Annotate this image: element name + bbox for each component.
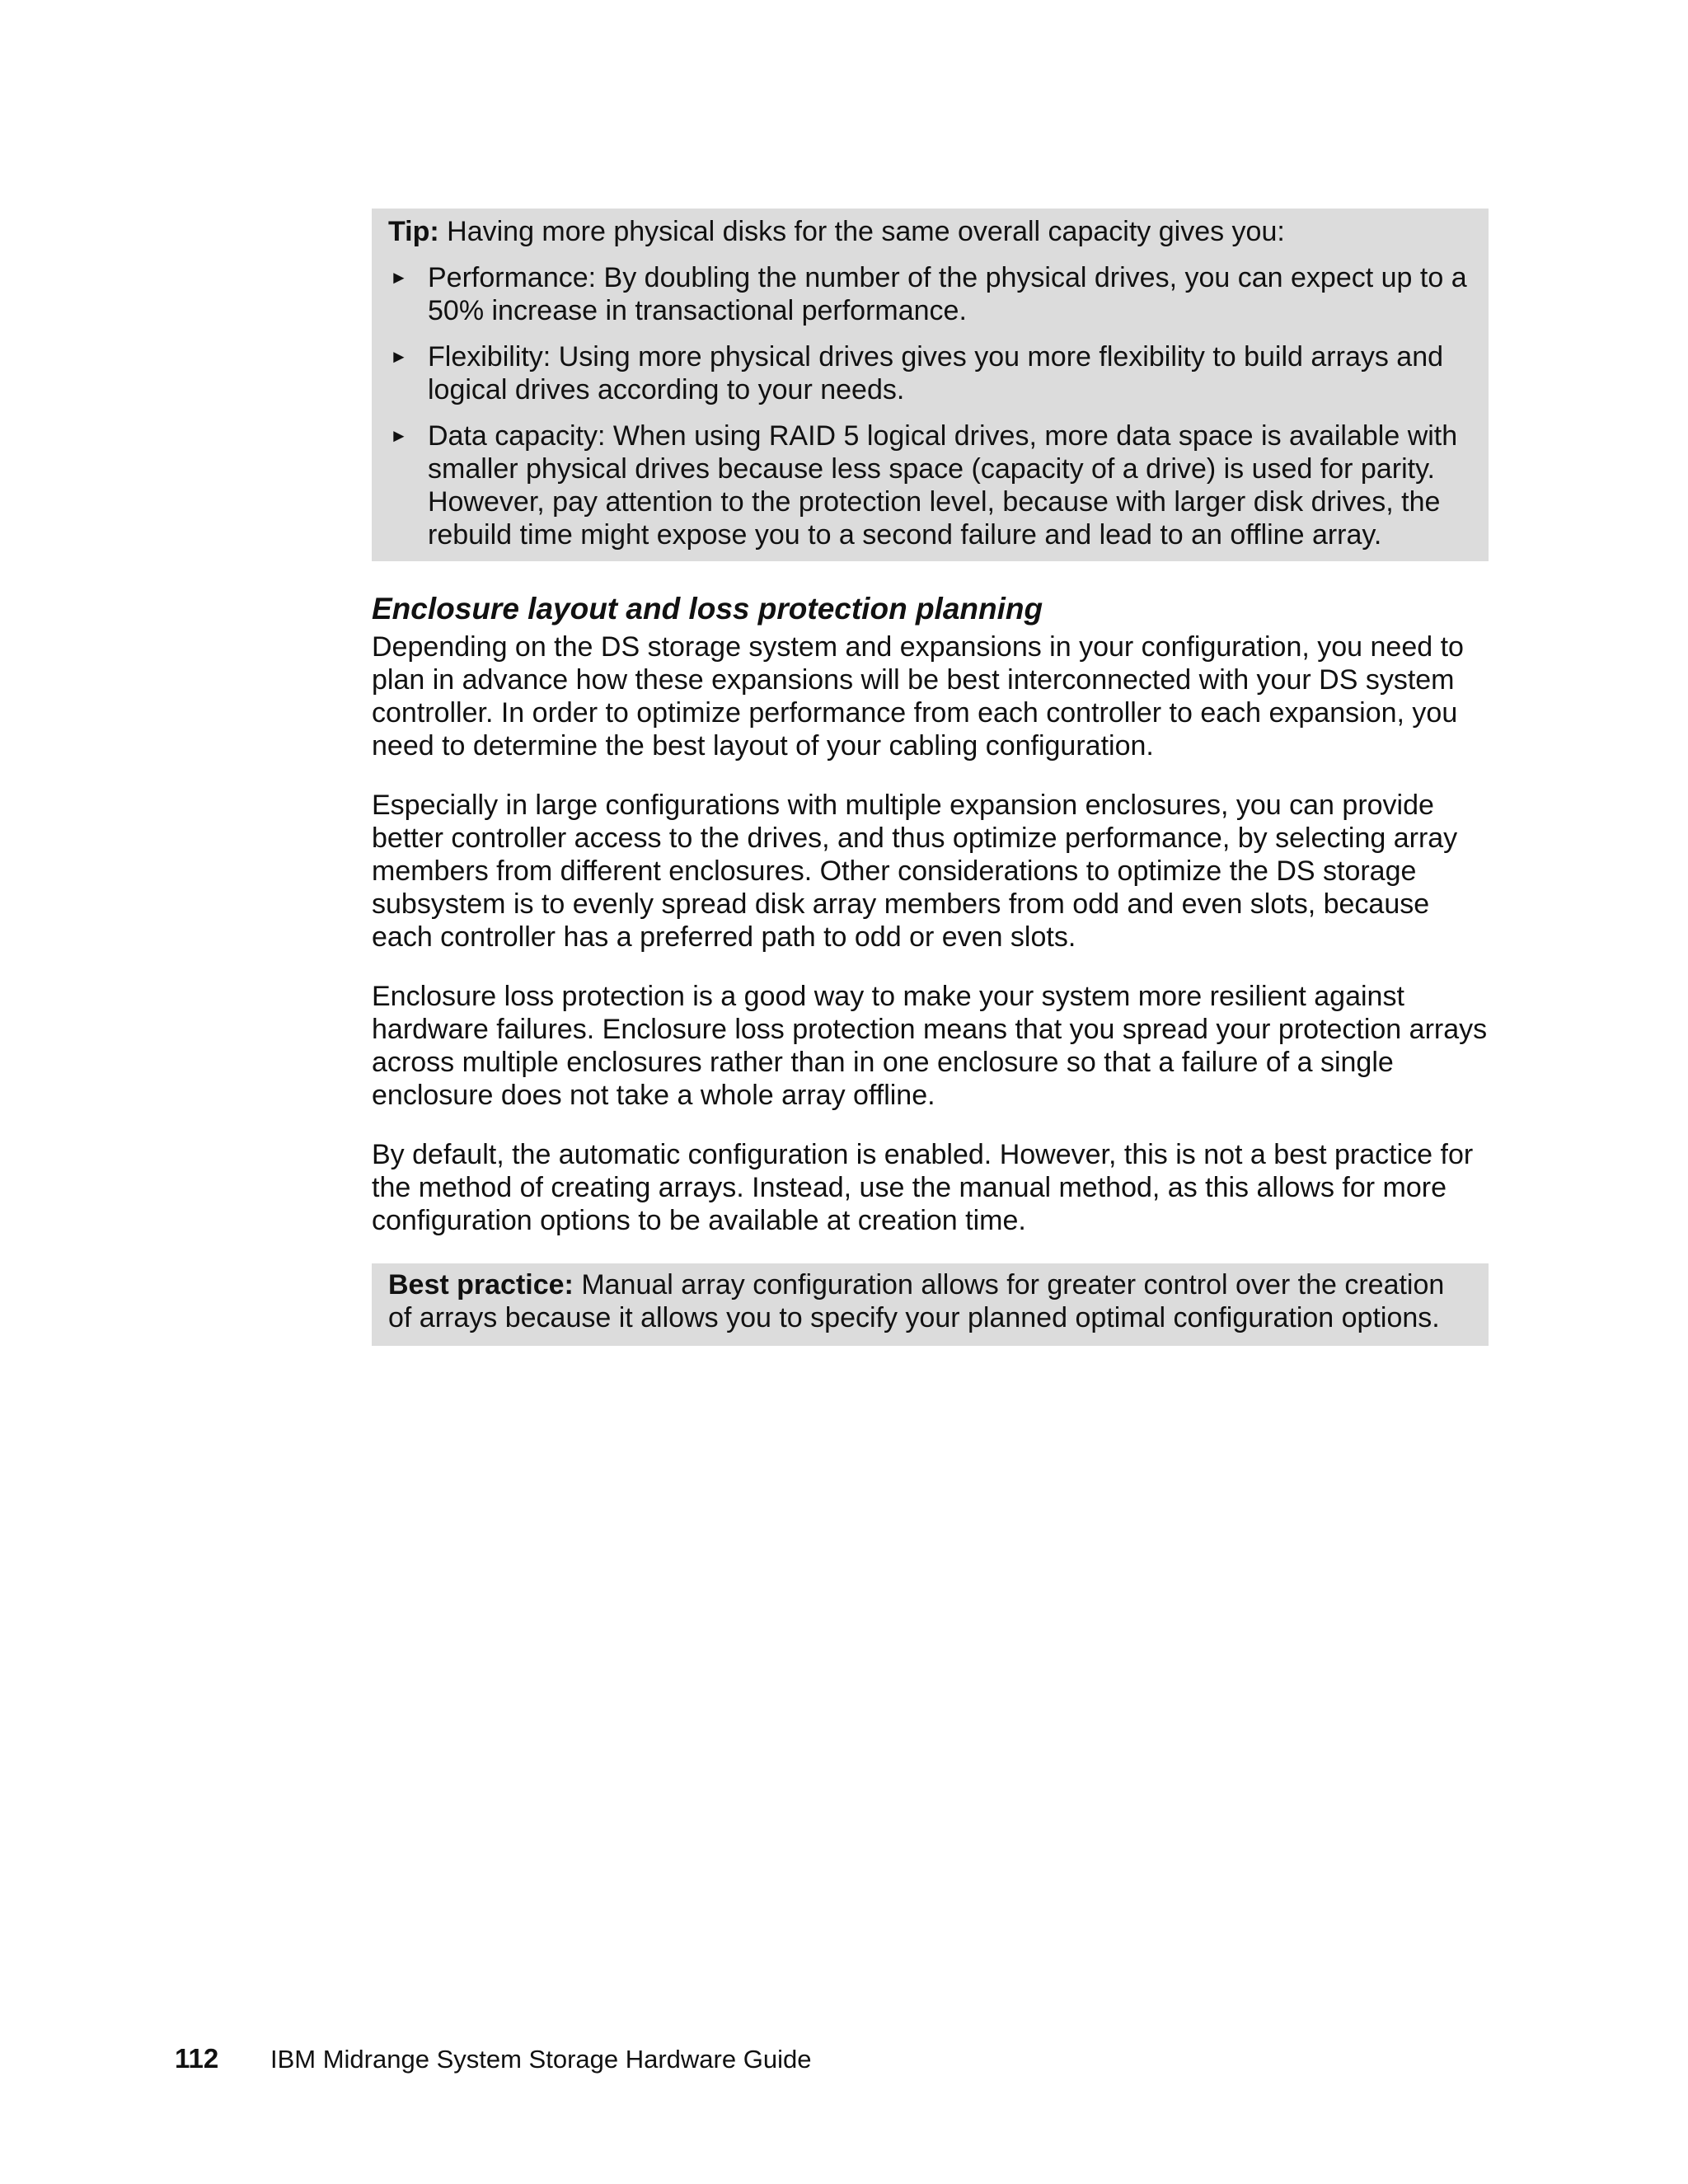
tip-item-performance xyxy=(388,261,1472,327)
paragraph-default-config: By default, the automatic configuration is enabled. However, this is not a best practice for the method of creating arrays. Instead, use the manual method, as this allows for more configuration options to be available at creation time. xyxy=(372,1139,1474,1236)
paragraph-enclosure-loss: Enclosure loss protection is a good way to make your system more resilient against hardware failures. Enclosure loss protection means that you spread your protection arrays across multiple enclosures rather than in one enclosure so that a failure of a single enclosure does not take a whole array offline. xyxy=(372,981,1488,1111)
section-heading: Enclosure layout and loss protection planning xyxy=(372,592,1043,626)
paragraph-array-members: Especially in large configurations with multiple expansion enclosures, you can provide better controller access to the drives, and thus optimize performance, by selecting array members from different enclosures. Other considerations to optimize the DS storage subsystem is to evenly spread disk array members from odd and even slots, because each controller has a preferred path to odd or even slots. xyxy=(372,790,1458,953)
page-number: 112 xyxy=(175,2043,219,2074)
tip-item-text: Flexibility: Using more physical drives gives you more flexibility to build arrays and logical drives according to your needs. xyxy=(428,341,1444,405)
tip-item-text: Data capacity: When using RAID 5 logical drives, more data space is available with smaller physical drives because less space (capacity of a drive) is used for parity. However, pay attention to the protection level, because with larger disk drives, the rebuild time might expose you to a second failure and lead to an offline array. xyxy=(428,420,1458,551)
tip-intro xyxy=(388,215,1472,248)
page-footer xyxy=(175,2042,811,2076)
tip-item-data-capacity xyxy=(388,419,1472,551)
tip-intro-text: Having more physical disks for the same overall capacity gives you: xyxy=(438,216,1285,247)
book-title: IBM Midrange System Storage Hardware Guide xyxy=(270,2045,812,2074)
tip-list xyxy=(388,261,1472,551)
tip-item-text: Performance: By doubling the number of the physical drives, you can expect up to a 50% increase in transactional performance. xyxy=(428,262,1467,326)
tip-item-flexibility xyxy=(388,340,1472,406)
tip-label: Tip: xyxy=(388,216,439,247)
best-practice-body: Manual array configuration allows for greater control over the creation of arrays because it allows you to specify your planned optimal configuration options. xyxy=(388,1269,1445,1333)
paragraph-cabling: Depending on the DS storage system and expansions in your configuration, you need to plan in advance how these expansions will be best interconnected with your DS system controller. In order to optimize performance from each controller to each expansion, you need to determine the best layout of your cabling configuration. xyxy=(372,631,1464,762)
best-practice-box xyxy=(372,1263,1489,1346)
page-content xyxy=(372,209,1489,1346)
bullet-arrow-icon: ► xyxy=(390,425,408,446)
tip-box xyxy=(372,209,1489,561)
bullet-arrow-icon: ► xyxy=(390,267,408,288)
best-practice-text xyxy=(388,1268,1472,1334)
bullet-arrow-icon: ► xyxy=(390,346,408,367)
best-practice-label: Best practice: xyxy=(388,1269,574,1301)
